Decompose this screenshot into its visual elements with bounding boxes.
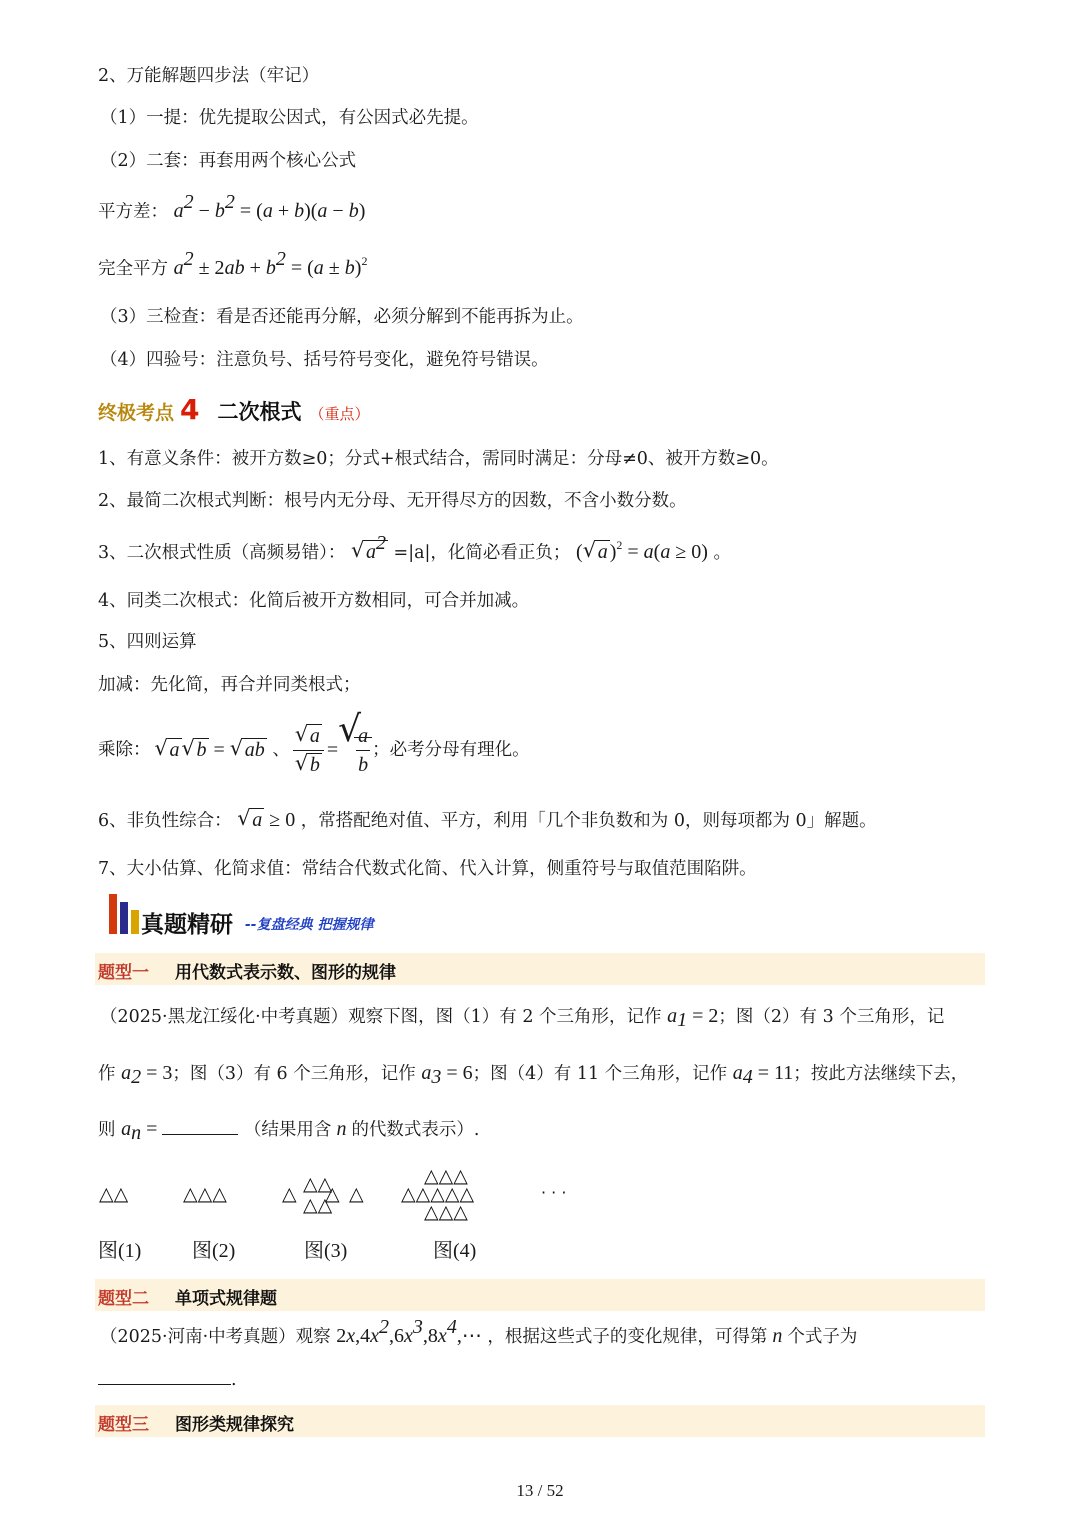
answer-blank[interactable] [162, 1134, 238, 1135]
figure-label-1: 图(1) [98, 1240, 142, 1262]
figure-label-3: 图(3) [304, 1240, 348, 1262]
type-2-label: 题型二 [98, 1289, 149, 1309]
type-3-title: 图形类规律探究 [175, 1415, 294, 1435]
triangle-icon: △△△ [424, 1165, 468, 1187]
answer-blank[interactable] [98, 1384, 231, 1385]
triangle-icon: △△△△△ [401, 1183, 475, 1205]
t1-question-line-1: （2025·黑龙江绥化·中考真题）观察下图，图（1）有 2 个三角形，记作 $a_1 = 2$；图（2）有 3 个三角形，记 [100, 1005, 945, 1031]
key-point-heading [98, 393, 370, 429]
ellipsis: · · · [541, 1183, 567, 1202]
key-point-tag: （重点） [309, 405, 370, 423]
kp-item-1: 1、有意义条件：被开方数≥0；分式+根式结合，需同时满足：分母≠0、被开方数≥0。 [98, 449, 779, 469]
type-2-title: 单项式规律题 [175, 1289, 277, 1309]
triangle-icon: △△△ [183, 1183, 227, 1205]
t2-answer-line: . [98, 1368, 237, 1392]
kp-item-5: 5、四则运算 [98, 632, 197, 652]
type-1-title: 用代数式表示数、图形的规律 [175, 963, 396, 983]
key-point-name: 二次根式 [217, 400, 302, 424]
triangle-icon: △△△ [424, 1201, 468, 1223]
books-icon [107, 890, 143, 936]
step-4: （4）四验号：注意负号、括号符号变化，避免符号错误。 [100, 350, 549, 370]
difference-of-squares-formula: 平方差： $a^2 - b^2 = (a + b)(a - b)$ [98, 191, 366, 222]
step-1: （1）一提：优先提取公因式，有公因式必先提。 [100, 108, 479, 128]
triangle-icon: △ [349, 1183, 364, 1205]
kp-item-3: 3、二次根式性质（高频易错）： √ $a^2 =|a|$，化简必看正负； ( √ a )$^2$ = a(a ≥ 0) 。 [98, 532, 732, 563]
triangle-icon: △△ [303, 1194, 333, 1216]
kp-item-5-add: 加减：先化简，再合并同类根式； [98, 675, 361, 695]
page-number: 13 / 52 [516, 1481, 564, 1500]
section-title: 2、万能解题四步法（牢记） [98, 66, 320, 86]
triangle-icon: △△ [99, 1183, 129, 1205]
banner-subtitle: --复盘经典 把握规律 [245, 917, 374, 933]
t1-question-line-3: 则 $a_n$ = （结果用含 n 的代数式表示）. [98, 1118, 480, 1144]
kp-item-2: 2、最简二次根式判断：根号内无分母、无开得尽方的因数，不含小数分数。 [98, 491, 687, 511]
banner-title: 真题精研 [141, 912, 233, 938]
type-3-header [95, 1405, 985, 1437]
triangle-icon: △ [282, 1183, 297, 1205]
type-1-label: 题型一 [98, 963, 149, 983]
key-point-prefix: 终极考点 [98, 402, 175, 424]
step-3: （3）三检查：看是否还能再分解，必须分解到不能再拆为止。 [100, 307, 584, 327]
perfect-square-formula: 完全平方 $a^2 \pm 2ab + b^2 = (a \pm b)^2$ [98, 248, 368, 279]
figure-label-2: 图(2) [192, 1240, 236, 1262]
type-1-header [95, 953, 985, 985]
triangle-icon: △ [325, 1183, 340, 1205]
type-3-label: 题型三 [98, 1415, 149, 1435]
key-point-number: 4 [180, 393, 200, 426]
triangle-icon: △△ [303, 1173, 333, 1195]
kp-item-4: 4、同类二次根式：化简后被开方数相同，可合并加减。 [98, 591, 530, 611]
figure-label-4: 图(4) [433, 1240, 477, 1262]
kp-item-6: 6、非负性综合： √ a ≥ 0 ，常搭配绝对值、平方，利用「几个非负数和为 0，则每项都为 0」解题。 [98, 806, 877, 831]
type-2-header [95, 1279, 985, 1311]
t2-question: （2025·河南·中考真题）观察 $2x,4x^2,6x^3,8x^4,\cdots$ ，根据这些式子的变化规律，可得第 n 个式子为 [100, 1316, 858, 1347]
t1-question-line-2: 作 $a_2 = 3$；图（3）有 6 个三角形，记作 $a_3 = 6$；图（4）有 11 个三角形，记作 $a_4 = 11$；按此方法继续下去， [98, 1062, 969, 1088]
kp-item-7: 7、大小估算、化简求值：常结合代数式化简、代入计算，侧重符号与取值范围陷阱。 [98, 859, 757, 879]
step-2: （2）二套：再套用两个核心公式 [100, 151, 357, 171]
section-banner [107, 890, 507, 938]
kp-item-5-mul: 乘除： √ a √ b = √ ab 、 √ a √ b = √ $\frac{a}{b}$ ；必考分母有理化。 [98, 708, 530, 776]
